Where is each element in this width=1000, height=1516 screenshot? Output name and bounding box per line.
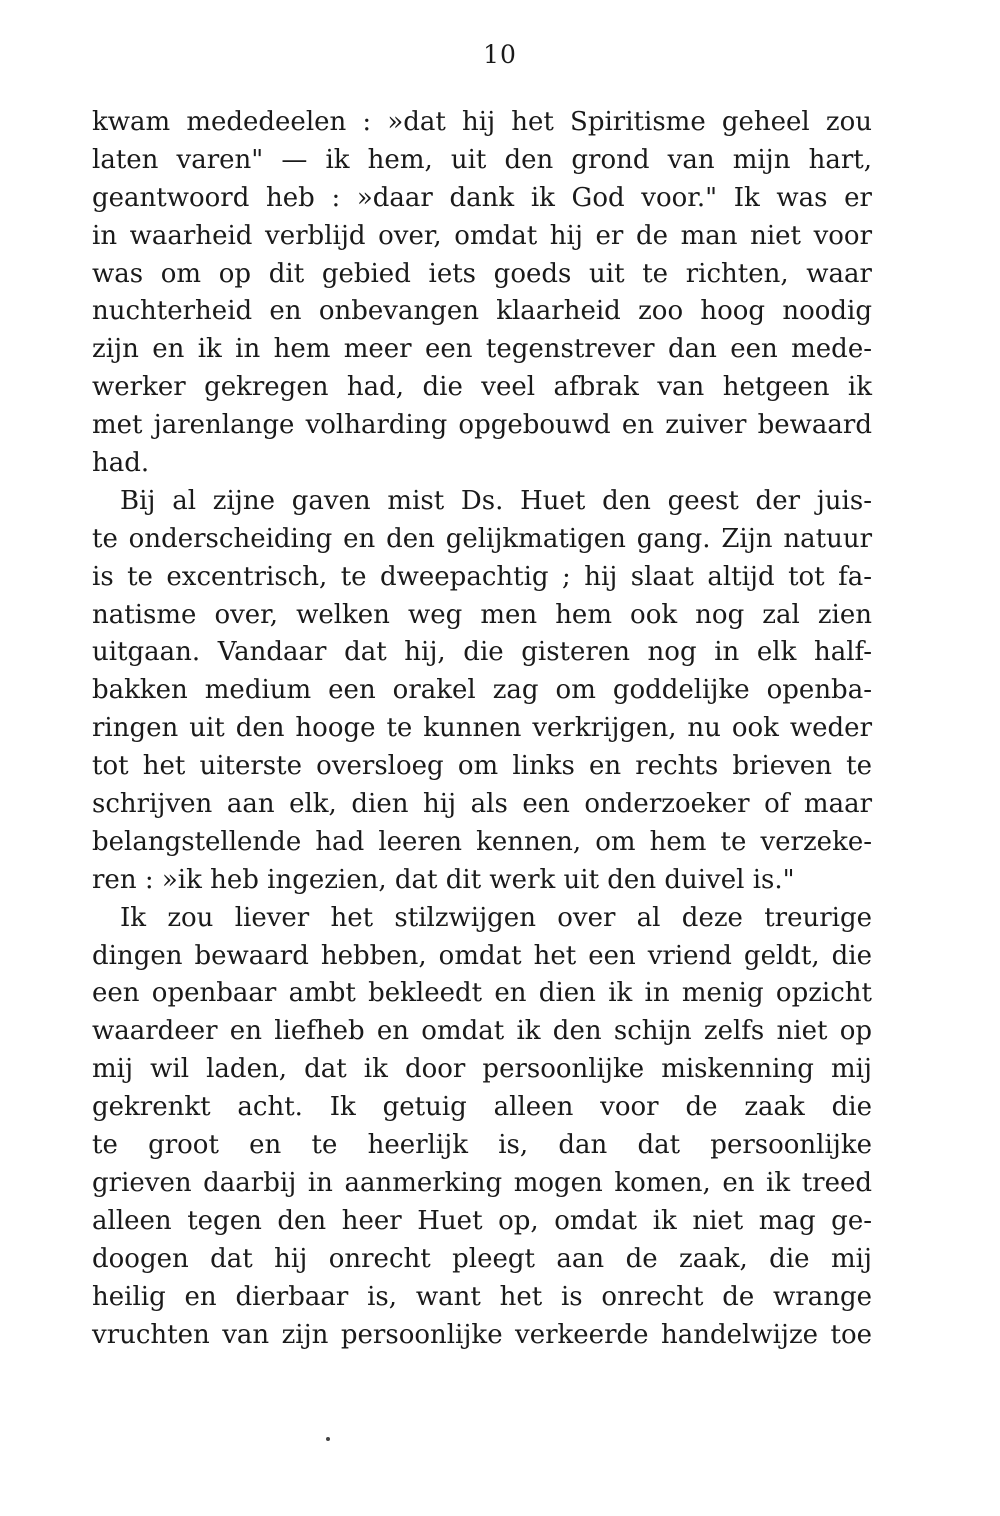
text-line: in waarheid verblijd over, omdat hij er de man niet voor: [92, 220, 872, 251]
text-line: doogen dat hij onrecht pleegt aan de zaak, die mij: [92, 1243, 872, 1274]
text-line: ren : »ik heb ingezien, dat dit werk uit den duivel is.": [92, 864, 795, 895]
text-line: had.: [92, 448, 150, 479]
ink-speck: [326, 1437, 330, 1441]
text-line: laten varen" — ik hem, uit den grond van mijn hart,: [92, 144, 872, 175]
text-line: vruchten van zijn persoonlijke verkeerde handelwijze toe: [92, 1319, 872, 1350]
text-line: is te excentrisch, te dweepachtig ; hij slaat altijd tot fa-: [92, 561, 872, 592]
page-number: 10: [483, 40, 517, 69]
text-line: gekrenkt acht. Ik getuig alleen voor de zaak die: [92, 1092, 872, 1123]
text-line: te onderscheiding en den gelijkmatigen gang. Zijn natuur: [92, 523, 872, 554]
text-line: met jarenlange volharding opgebouwd en zuiver bewaard: [92, 410, 872, 441]
text-line: geantwoord heb : »daar dank ik God voor." Ik was er: [92, 182, 872, 213]
text-line: alleen tegen den heer Huet op, omdat ik niet mag ge-: [92, 1205, 872, 1236]
text-line: zijn en ik in hem meer een tegenstrever dan een mede-: [92, 334, 872, 365]
text-line: werker gekregen had, die veel afbrak van hetgeen ik: [92, 372, 872, 403]
text-line: heilig en dierbaar is, want het is onrecht de wrange: [92, 1281, 872, 1312]
text-line: natisme over, welken weg men hem ook nog zal zien: [92, 599, 872, 630]
body-text: [92, 104, 872, 1354]
text-line: tot het uiterste oversloeg om links en rechts brieven te: [92, 751, 872, 782]
text-line: te groot en te heerlijk is, dan dat persoonlijke: [92, 1130, 872, 1161]
text-line: mij wil laden, dat ik door persoonlijke miskenning mij: [92, 1054, 872, 1085]
text-line: kwam mededeelen : »dat hij het Spiritisme geheel zou: [92, 107, 872, 137]
text-line: waardeer en liefheb en omdat ik den schijn zelfs niet op: [92, 1016, 872, 1047]
text-line: uitgaan. Vandaar dat hij, die gisteren nog in elk half-: [92, 637, 872, 668]
text-line: een openbaar ambt bekleedt en dien ik in menig opzicht: [92, 978, 872, 1009]
text-line: Bij al zijne gaven mist Ds. Huet den geest der juis-: [120, 485, 872, 516]
text-line: dingen bewaard hebben, omdat het een vriend geldt, die: [92, 940, 872, 971]
text-line: nuchterheid en onbevangen klaarheid zoo hoog noodig: [92, 296, 872, 327]
text-line: bakken medium een orakel zag om goddelijke openba-: [92, 675, 872, 706]
text-line: belangstellende had leeren kennen, om hem te verzeke-: [92, 826, 872, 857]
text-line: was om op dit gebied iets goeds uit te richten, waar: [92, 258, 872, 289]
text-line: schrijven aan elk, dien hij als een onderzoeker of maar: [92, 789, 872, 820]
text-line: grieven daarbij in aanmerking mogen komen, en ik treed: [92, 1167, 872, 1198]
text-line: Ik zou liever het stilzwijgen over al deze treurige: [120, 902, 872, 933]
text-line: ringen uit den hooge te kunnen verkrijgen, nu ook weder: [92, 713, 872, 744]
